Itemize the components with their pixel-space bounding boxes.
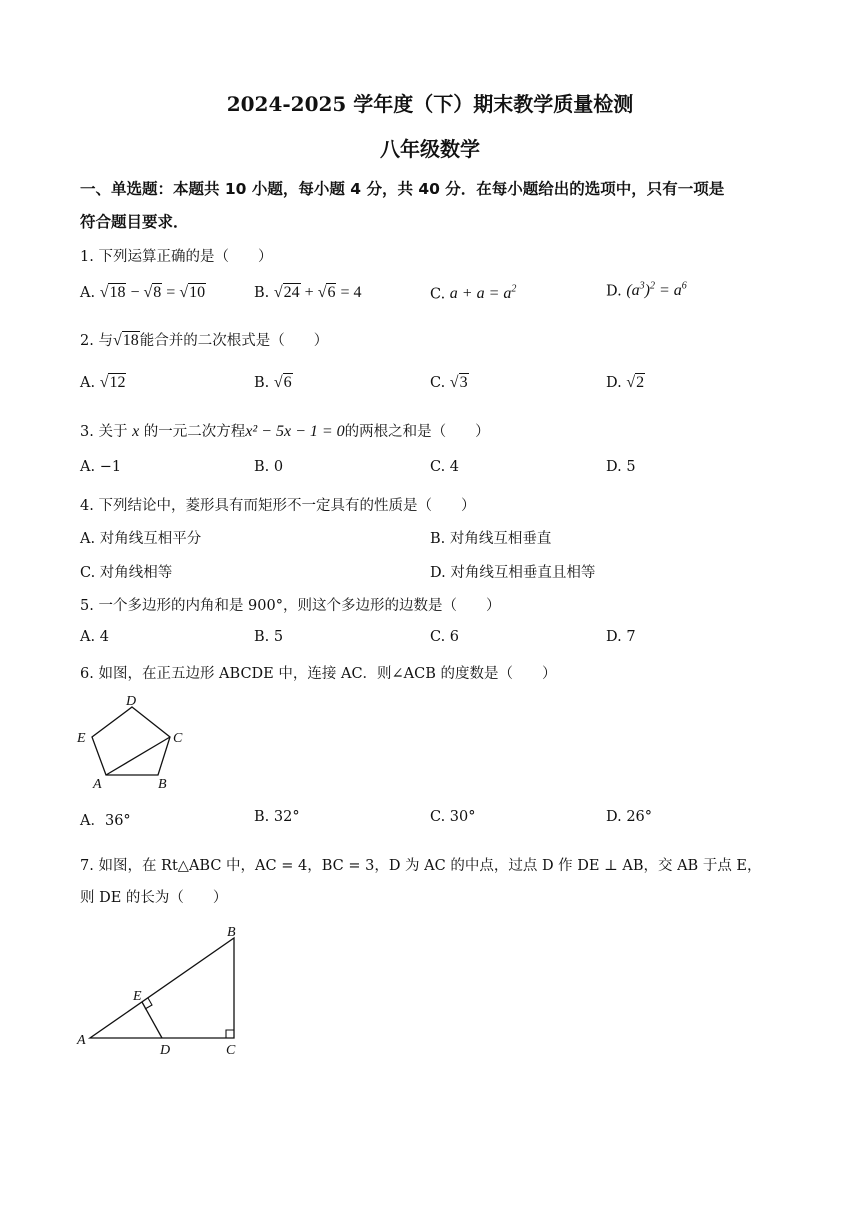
pentagon-label-d: D: [126, 694, 137, 709]
triangle-label-e: E: [133, 989, 142, 1004]
question-7-stem-line1: 7. 如图，在 Rt△ABC 中，AC = 4，BC = 3，D 为 AC 的中点，过点 D 作 DE ⊥ AB，交 AB 于点 E，: [80, 858, 762, 874]
question-2-option-c: C. √3: [430, 374, 468, 391]
question-1-option-d: D. $(a^3)^2 = a^6$: [606, 281, 687, 300]
question-7-stem-line2: 则 DE 的长为（ ）: [80, 890, 228, 906]
pentagon-label-b: B: [158, 777, 167, 792]
triangle-label-b: B: [227, 925, 236, 940]
question-1-option-b: B. √24 + √6 = 4: [254, 284, 362, 301]
segment-de: [142, 1002, 162, 1038]
pentagon-outline: [92, 707, 170, 775]
question-5-option-d: D. 7: [606, 629, 636, 645]
pentagon-figure: [74, 692, 194, 792]
triangle-abc: [90, 938, 234, 1038]
question-6-option-b: B. 32°: [254, 809, 300, 825]
pentagon-label-c: C: [173, 731, 183, 746]
right-triangle-figure: [74, 920, 254, 1060]
question-6-option-a: A．36°: [80, 813, 131, 829]
pentagon-label-e: E: [77, 731, 86, 746]
question-1-option-a: A. √18 − √8 = √10: [80, 284, 206, 301]
question-5-stem: 5. 一个多边形的内角和是 900°，则这个多边形的边数是（ ）: [80, 598, 501, 614]
question-3-option-b: B. 0: [254, 459, 284, 475]
triangle-label-a: A: [77, 1033, 86, 1048]
question-6-option-d: D. 26°: [606, 809, 653, 825]
question-5-option-c: C. 6: [430, 629, 460, 645]
exam-subtitle: 八年级数学: [380, 137, 480, 161]
question-3-option-d: D. 5: [606, 459, 636, 475]
question-5-option-a: A. 4: [80, 629, 109, 645]
section-heading-line2: 符合题目要求．: [80, 213, 189, 231]
question-1-option-c: C. $a + a = a^2$: [430, 284, 517, 303]
question-2-option-b: B. √6: [254, 374, 292, 391]
question-4-stem: 4. 下列结论中，菱形具有而矩形不一定具有的性质是（ ）: [80, 498, 476, 514]
question-3-option-c: C. 4: [430, 459, 460, 475]
question-3-option-a: A. −1: [80, 459, 122, 475]
question-6-stem: 6. 如图，在正五边形 ABCDE 中，连接 AC．则∠ACB 的度数是（ ）: [80, 666, 557, 682]
section-heading-line1: 一、单选题：本题共 10 小题，每小题 4 分，共 40 分．在每小题给出的选项中，只有一项是: [80, 180, 725, 198]
question-5-option-b: B. 5: [254, 629, 284, 645]
exam-title: 2024-2025 学年度（下）期末教学质量检测: [226, 92, 634, 116]
question-4-option-b: B. 对角线互相垂直: [430, 531, 552, 547]
question-6-option-c: C. 30°: [430, 809, 476, 825]
question-4-option-c: C. 对角线相等: [80, 565, 173, 581]
triangle-label-c: C: [226, 1043, 236, 1058]
question-1-stem: 1. 下列运算正确的是（ ）: [80, 249, 273, 265]
right-angle-mark-c: [226, 1030, 234, 1038]
question-2-option-a: A. √12: [80, 374, 126, 391]
question-3-stem: 3. 关于 x 的一元二次方程x² − 5x − 1 = 0的两根之和是（ ）: [80, 423, 490, 440]
pentagon-label-a: A: [93, 777, 102, 792]
question-2-stem: 2. 与√18能合并的二次根式是（ ）: [80, 332, 329, 349]
question-2-option-d: D. √2: [606, 374, 645, 391]
question-4-option-a: A. 对角线互相平分: [80, 531, 202, 547]
triangle-label-d: D: [160, 1043, 171, 1058]
question-4-option-d: D. 对角线互相垂直且相等: [430, 565, 596, 581]
